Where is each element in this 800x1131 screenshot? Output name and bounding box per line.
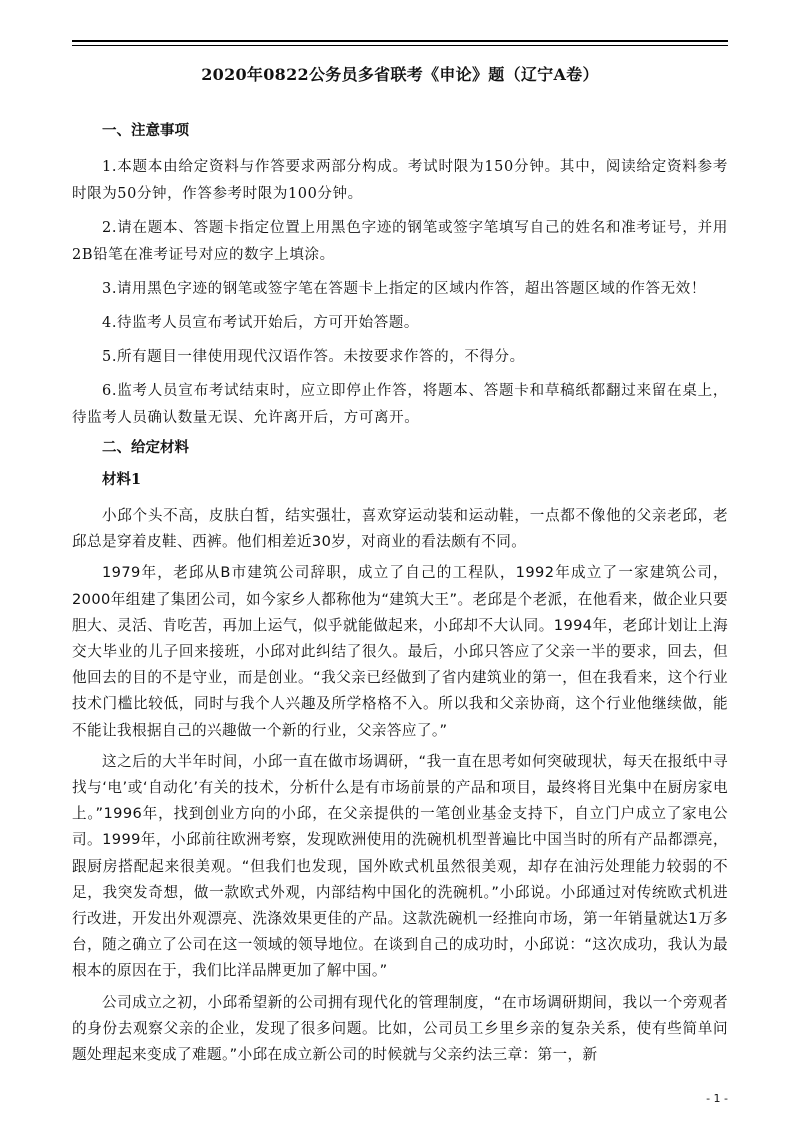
note-item-4: 4.待监考人员宣布考试开始后，方可开始答题。 [102,315,420,331]
section-heading-notes: 一、注意事项 [102,122,189,139]
material-paragraph-1: 小邱个头不高，皮肤白皙，结实强壮，喜欢穿运动装和运动鞋，一点都不像他的父亲老邱，老邱总是穿着皮鞋、西裤。他们相差近30岁，对商业的看法颇有不同。 [72,507,728,551]
material-heading: 材料1 [102,471,142,488]
note-item-1: 1.本题本由给定资料与作答要求两部分构成。考试时限为150分钟。其中，阅读给定资料参考时限为50分钟，作答参考时限为100分钟。 [72,159,728,202]
header-rule-thick [72,40,728,42]
document-title: 2020年0822公务员多省联考《申论》题（辽宁A卷） [201,65,599,84]
note-item-5: 5.所有题目一律使用现代汉语作答。未按要求作答的，不得分。 [102,349,525,365]
note-item-2: 2.请在题本、答题卡指定位置上用黑色字迹的钢笔或签字笔填写自己的姓名和准考证号，并用2B铅笔在准考证号对应的数字上填涂。 [72,220,728,263]
header-rule-thin [72,45,728,46]
note-item-6: 6.监考人员宣布考试结束时，应立即停止作答，将题本、答题卡和草稿纸都翻过来留在桌上，待监考人员确认数量无误、允许离开后，方可离开。 [72,383,728,426]
note-item-3: 3.请用黑色字迹的钢笔或签字笔在答题卡上指定的区域内作答，超出答题区域的作答无效！ [102,281,706,297]
material-paragraph-3: 这之后的大半年时间，小邱一直在做市场调研，“我一直在思考如何突破现状，每天在报纸中寻找与‘电’或‘自动化’有关的技术，分析什么是有市场前景的产品和项目，最终将目光集中在厨房家电上。”1996年，找到创业方向的小邱，在父亲提供的一笔创业基金支持下，自立门户成立了家电公司。1999年，小邱前往欧洲考察，发现欧洲使用的洗碗机机型普遍比中国当时的所有产品都漂亮，跟厨房搭配起来很美观。“但我们也发现，国外欧式机虽然很美观，却存在油污处理能力较弱的不足，我突发奇想，做一款欧式外观，内部结构中国化的洗碗机。”小邱说。小邱通过对传统欧式机进行改进，开发出外观漂亮、洗涤效果更佳的产品。这款洗碗机一经推向市场，第一年销量就达1万多台，随之确立了公司在这一领域的领导地位。在谈到自己的成功时，小邱说：“这次成功，我认为最根本的原因在于，我们比洋品牌更加了解中国。” [72,752,728,980]
material-paragraph-2: 1979年，老邱从B市建筑公司辞职，成立了自己的工程队，1992年成立了一家建筑公司，2000年组建了集团公司，如今家乡人都称他为“建筑大王”。老邱是个老派，在他看来，做企业只要胆大、灵活、肯吃苦，再加上运气，似乎就能做起来，小邱却不大认同。1994年，老邱计划让上海交大毕业的儿子回来接班，小邱对此纠结了很久。最后，小邱只答应了父亲一半的要求，回去，但他回去的目的不是守业，而是创业。“我父亲已经做到了省内建筑业的第一，但在我看来，这个行业技术门槛比较低，同时与我个人兴趣及所学格格不入。所以我和父亲协商，这个行业他继续做，能不能让我根据自己的兴趣做一个新的行业，父亲答应了。” [72,564,728,739]
page-number: - 1 - [706,1092,728,1105]
material-paragraph-4: 公司成立之初，小邱希望新的公司拥有现代化的管理制度，“在市场调研期间，我以一个旁观者的身份去观察父亲的企业，发现了很多问题。比如，公司员工乡里乡亲的复杂关系，使有些简单问题处理起来变成了难题。”小邱在成立新公司的时候就与父亲约法三章：第一，新 [72,993,728,1064]
document-body [72,122,728,1073]
section-heading-materials: 二、给定材料 [102,439,189,456]
